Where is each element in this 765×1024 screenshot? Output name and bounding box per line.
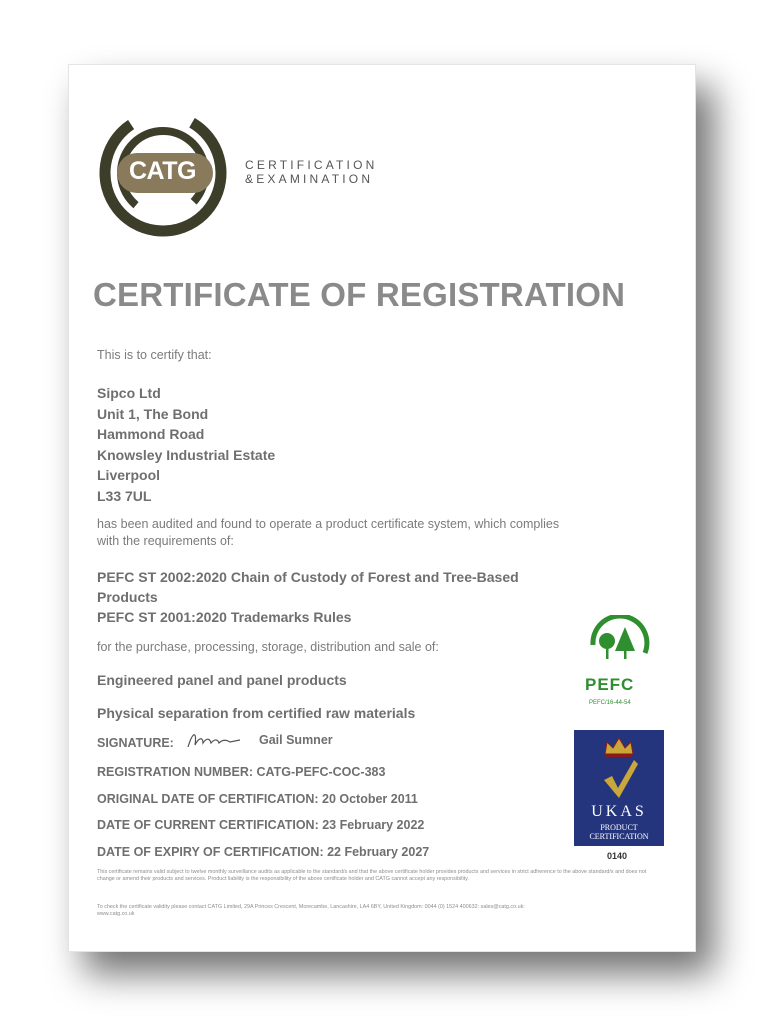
ukas-product: PRODUCT: [600, 823, 638, 832]
signature-label: SIGNATURE:: [97, 736, 174, 750]
holder-address: [97, 383, 275, 506]
expiry-date: DATE OF EXPIRY OF CERTIFICATION: 22 February 2027: [97, 845, 430, 859]
ukas-wordmark: UKAS: [591, 803, 647, 820]
purpose-text: for the purchase, processing, storage, distribution and sale of:: [97, 640, 439, 654]
ukas-number: 0140: [607, 851, 628, 861]
brand-line-certification: CERTIFICATION: [245, 158, 378, 172]
address-line: Hammond Road: [97, 426, 205, 442]
intro-text: This is to certify that:: [97, 348, 212, 362]
brand-line-examination: &EXAMINATION: [245, 172, 374, 186]
product-scope: Engineered panel and panel products: [97, 672, 347, 688]
current-certification-date: DATE OF CURRENT CERTIFICATION: 23 February 2022: [97, 818, 425, 832]
contact-fine-print: To check the certificate validity please contact CATG Limited, 29A Princes Crescent, Morecambe, Lancashire, LA4 6BY, United Kingdom: 0044 (0) 1524 400632: sales@catg.co.uk: www.catg.co.uk: [97, 904, 525, 917]
standards-list: [97, 567, 557, 627]
standard-item: PEFC ST 2001:2020 Trademarks Rules: [97, 609, 352, 625]
standard-item: PEFC ST 2002:2020 Chain of Custody of Forest and Tree-Based Products: [97, 569, 519, 605]
audited-statement: has been audited and found to operate a product certificate system, which complies with the requirements of:: [97, 517, 560, 548]
signature-icon: [185, 729, 243, 751]
pefc-code: PEFC/16-44-54: [589, 700, 631, 706]
certificate-title: CERTIFICATE OF REGISTRATION: [93, 276, 626, 313]
original-certification-date: ORIGINAL DATE OF CERTIFICATION: 20 October 2011: [97, 792, 418, 806]
address-line: Unit 1, The Bond: [97, 405, 209, 422]
catg-wordmark: CATG: [129, 157, 196, 185]
certificate-page: [68, 64, 696, 952]
registration-number: REGISTRATION NUMBER: CATG-PEFC-COC-383: [97, 765, 386, 779]
crown-icon: [603, 736, 635, 758]
address-line: Sipco Ltd: [97, 385, 161, 401]
separation-method: Physical separation from certified raw materials: [97, 705, 416, 721]
address-line: L33 7UL: [97, 487, 152, 504]
pefc-wordmark: PEFC: [585, 675, 635, 694]
ukas-certification: CERTIFICATION: [589, 832, 649, 841]
signatory-name: Gail Sumner: [259, 733, 333, 747]
address-line: Knowsley Industrial Estate: [97, 446, 276, 463]
validity-fine-print: This certificate remains valid subject to twelve monthly surveillance audits as applicable to the standard/s and that the above certificate holder provides products and services in strict adherence to the above standard/s and does not change or amend their products and services. Product liability is the responsibility of the above certificate holder and CATG cannot accept any responsibility.: [97, 869, 647, 882]
ukas-badge: [574, 730, 664, 846]
address-line: Liverpool: [97, 467, 161, 483]
tick-icon: [602, 758, 638, 800]
